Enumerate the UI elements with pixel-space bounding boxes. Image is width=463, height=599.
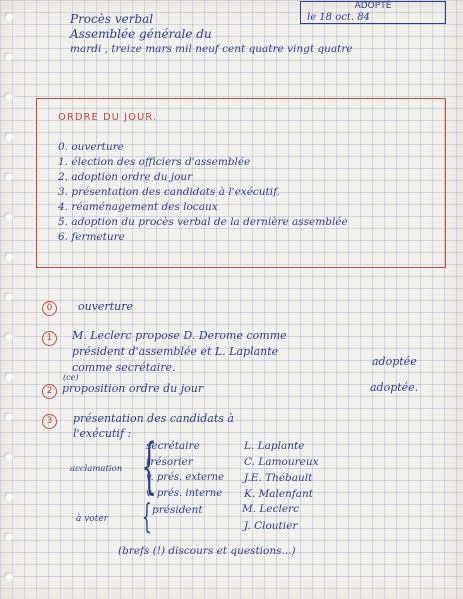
item-number-circle: 0	[42, 301, 57, 316]
minutes-item-text: président d'assemblée et L. Laplante	[72, 345, 279, 358]
agenda-item: 6. fermeture	[58, 231, 125, 243]
status-adopted: adoptée	[372, 355, 417, 368]
minutes-item-text: proposition ordre du jour	[62, 382, 204, 395]
punch-hole	[4, 52, 13, 61]
acclamation-label: acclamation	[70, 464, 123, 474]
doc-title: Procès verbal	[70, 12, 154, 26]
punch-hole	[4, 372, 13, 381]
doc-date-line: mardi , treize mars mil neuf cent quatre vingt quatre	[70, 43, 353, 55]
punch-hole	[4, 412, 13, 421]
punch-hole	[4, 132, 13, 141]
candidate-role: v. prés. interne	[146, 488, 223, 499]
candidate-name: J. Cloutier	[244, 520, 298, 532]
approval-stamp	[300, 1, 446, 24]
candidate-name: K. Malenfant	[244, 488, 313, 500]
punch-hole	[4, 332, 13, 341]
punch-hole	[4, 572, 13, 581]
minutes-item-text: M. Leclerc propose D. Derome comme	[72, 329, 287, 342]
vote-label: à voter	[76, 514, 108, 524]
agenda-item: 4. réaménagement des locaux	[58, 201, 218, 213]
item-number-circle: 1	[42, 331, 57, 346]
candidate-name: J.E. Thébault	[244, 472, 313, 484]
minutes-item-text: l'exécutif :	[73, 427, 132, 440]
candidate-name: M. Leclerc	[242, 503, 299, 515]
candidate-role: secrétaire	[146, 440, 200, 452]
candidate-role: président	[152, 504, 203, 516]
punch-hole	[4, 172, 13, 181]
punch-hole	[4, 252, 13, 261]
minutes-item-text: comme secrétaire.	[72, 361, 176, 374]
punch-hole	[4, 12, 13, 21]
candidate-name: C. Lamoureux	[244, 456, 319, 468]
agenda-item: 2. adoption ordre du jour	[58, 171, 193, 183]
acclamation-brace: {	[141, 431, 157, 501]
item-number-circle: 3	[42, 414, 57, 429]
punch-hole	[4, 212, 13, 221]
stamp-date: le 18 oct. 84	[307, 12, 370, 23]
punch-hole	[4, 292, 13, 301]
agenda-item: 3. présentation des candidats à l'exécutif.	[58, 186, 280, 198]
agenda-item: 5. adoption du procès verbal de la dernière assemblée	[58, 216, 348, 228]
agenda-item: 0. ouverture	[58, 141, 124, 153]
candidate-role: trésorier	[146, 456, 193, 468]
agenda-item: 1. élection des officiers d'assemblée	[58, 156, 251, 168]
punch-hole	[4, 532, 13, 541]
candidate-role: v. prés. externe	[146, 472, 225, 483]
item-number-circle: 2	[42, 384, 57, 399]
minutes-item-text: ouverture	[78, 300, 133, 313]
closing-note: (brefs (!) discours et questions...)	[118, 545, 296, 557]
stamp-status: ADOPTÉ	[354, 1, 392, 11]
minutes-item-prefix: (ce)	[63, 373, 79, 382]
agenda-title: ORDRE DU JOUR.	[58, 112, 158, 123]
doc-subtitle: Assemblée générale du	[70, 27, 212, 41]
punch-hole	[4, 492, 13, 501]
vote-brace: {	[141, 497, 152, 537]
candidate-name: L. Laplante	[244, 440, 305, 452]
punch-hole	[4, 92, 13, 101]
punch-hole	[4, 452, 13, 461]
minutes-item-text: présentation des candidats à	[73, 412, 234, 425]
status-adopted: adoptée.	[370, 381, 419, 394]
